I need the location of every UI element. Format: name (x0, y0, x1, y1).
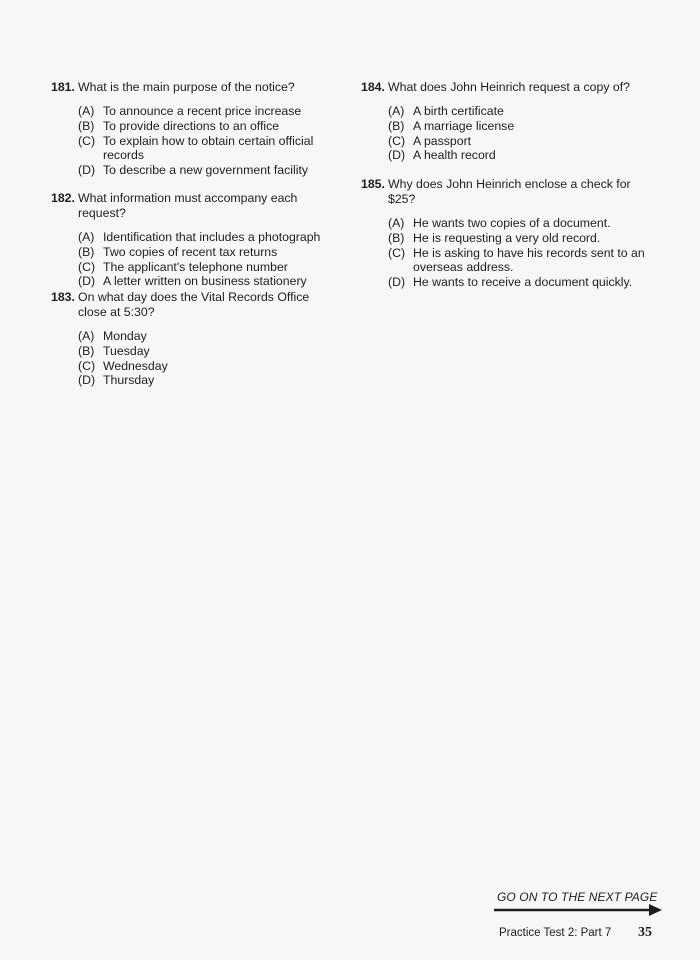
option-letter: (D) (78, 163, 96, 178)
option-text: A health record (413, 148, 496, 163)
answer-option-a (78, 329, 341, 344)
option-letter: (D) (78, 373, 96, 388)
option-letter: (A) (388, 104, 405, 118)
option-text: To announce a recent price increase (103, 104, 302, 118)
answer-option-a (78, 104, 341, 119)
page-number: 35 (638, 925, 652, 940)
question-183-stem (51, 290, 341, 320)
answer-options (51, 230, 346, 289)
question-182-stem (51, 191, 346, 221)
answer-option-c (78, 260, 346, 275)
option-text: To provide directions to an office (103, 118, 280, 133)
question-number: 184. (361, 80, 385, 94)
answer-options (361, 216, 661, 290)
answer-option-a (388, 104, 661, 119)
question-181-stem (51, 80, 341, 95)
option-letter: (A) (78, 104, 95, 118)
answer-option-a (78, 230, 346, 245)
option-text: Identification that includes a photograph (103, 230, 321, 244)
question-text: What does John Heinrich request a copy of? (388, 80, 630, 94)
right-arrow-icon (494, 904, 664, 916)
option-letter: (C) (388, 245, 406, 260)
option-letter: (A) (78, 329, 95, 343)
option-text: To describe a new government facility (103, 163, 309, 178)
option-text: The applicant's telephone number (103, 259, 288, 274)
option-text: A marriage license (413, 118, 515, 133)
answer-option-a (388, 216, 661, 231)
answer-options (51, 104, 341, 178)
option-letter: (C) (78, 358, 96, 373)
option-letter: (D) (388, 275, 406, 290)
option-letter: (B) (78, 244, 95, 259)
answer-option-c (388, 246, 661, 276)
question-182 (51, 191, 346, 289)
option-text: Monday (103, 329, 147, 343)
option-text: Tuesday (103, 343, 150, 358)
answer-options (51, 329, 341, 388)
answer-option-d (78, 274, 346, 289)
option-text: He wants to receive a document quickly. (413, 275, 633, 290)
option-letter: (D) (78, 274, 96, 289)
option-letter: (C) (78, 259, 96, 274)
answer-option-b (388, 119, 661, 134)
question-183 (51, 290, 341, 388)
question-185 (361, 177, 661, 290)
option-text: A birth certificate (413, 104, 504, 118)
option-text: A passport (413, 133, 472, 148)
option-text: He wants two copies of a document. (413, 216, 611, 230)
answer-option-b (388, 231, 661, 246)
answer-option-c (78, 359, 341, 374)
answer-option-c (388, 134, 661, 149)
option-text: He is requesting a very old record. (413, 230, 601, 245)
option-text: Thursday (103, 373, 155, 388)
answer-option-d (78, 373, 341, 388)
next-page-notice: GO ON TO THE NEXT PAGE (497, 890, 658, 904)
question-number: 183. (51, 290, 75, 304)
question-number: 181. (51, 80, 75, 94)
option-text: To explain how to obtain certain official records (103, 133, 314, 163)
section-label: Practice Test 2: Part 7 (499, 927, 612, 939)
option-text: A letter written on business stationery (103, 274, 307, 289)
question-text: Why does John Heinrich enclose a check for $25? (388, 177, 631, 206)
question-184 (361, 80, 661, 163)
question-number: 182. (51, 191, 75, 205)
option-text: He is asking to have his records sent to an overseas address. (413, 245, 645, 275)
answer-options (361, 104, 661, 163)
option-letter: (B) (388, 230, 405, 245)
question-181 (51, 80, 341, 178)
option-letter: (C) (388, 133, 406, 148)
option-letter: (B) (388, 118, 405, 133)
question-number: 185. (361, 177, 385, 191)
answer-option-d (388, 148, 661, 163)
question-185-stem (361, 177, 661, 207)
question-text: What is the main purpose of the notice? (78, 80, 295, 94)
option-letter: (D) (388, 148, 406, 163)
option-text: Wednesday (103, 358, 168, 373)
answer-option-d (78, 163, 341, 178)
answer-option-b (78, 119, 341, 134)
option-letter: (C) (78, 133, 96, 148)
question-184-stem (361, 80, 661, 95)
question-text: What information must accompany each request? (78, 191, 298, 220)
option-letter: (B) (78, 343, 95, 358)
answer-option-d (388, 275, 661, 290)
option-letter: (B) (78, 118, 95, 133)
question-text: On what day does the Vital Records Office close at 5:30? (78, 290, 310, 319)
option-letter: (A) (388, 216, 405, 230)
option-text: Two copies of recent tax returns (103, 244, 278, 259)
answer-option-b (78, 344, 341, 359)
answer-option-b (78, 245, 346, 260)
answer-option-c (78, 134, 341, 164)
option-letter: (A) (78, 230, 95, 244)
